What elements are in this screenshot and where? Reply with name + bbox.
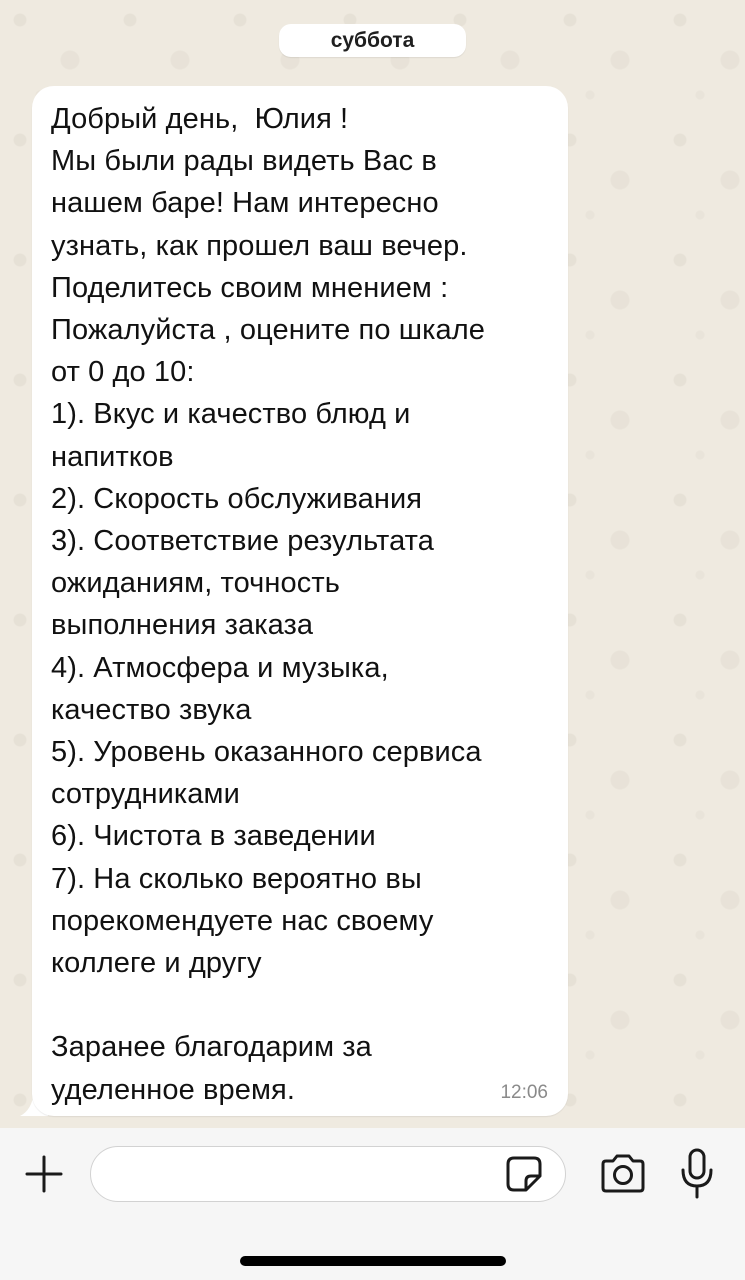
plus-icon <box>24 1154 64 1194</box>
incoming-message-bubble[interactable] <box>32 86 568 1116</box>
message-time: 12:06 <box>500 1082 548 1103</box>
message-text: Добрый день, Юлия ! Мы были рады видеть Вас в нашем баре! Нам интересно узнать, как прошел ваш вечер. Поделитесь своим мнением : Пожалуйста , оцените по шкале от 0 до 10: 1). Вкус и качество блюд и напитков 2). Скорость обслуживания 3). Соответствие результата ожиданиям, точность выполнения заказа 4). Атмосфера и музыка, качество звука 5). Уровень оказанного сервиса сотрудниками 6). Чистота в заведении 7). На сколько вероятно вы порекомендуете нас своему коллеге и другу Заранее благодарим за уделенное время. <box>51 103 486 1106</box>
camera-icon <box>598 1152 648 1196</box>
camera-button[interactable] <box>598 1152 648 1196</box>
microphone-icon <box>680 1148 714 1200</box>
sticker-button[interactable] <box>505 1155 543 1193</box>
microphone-button[interactable] <box>680 1148 714 1200</box>
date-chip <box>279 24 466 57</box>
date-label: суббота <box>330 28 415 52</box>
sticker-icon <box>505 1155 543 1193</box>
attach-button[interactable] <box>22 1152 66 1196</box>
message-input[interactable] <box>90 1146 566 1202</box>
home-indicator[interactable] <box>240 1256 506 1266</box>
